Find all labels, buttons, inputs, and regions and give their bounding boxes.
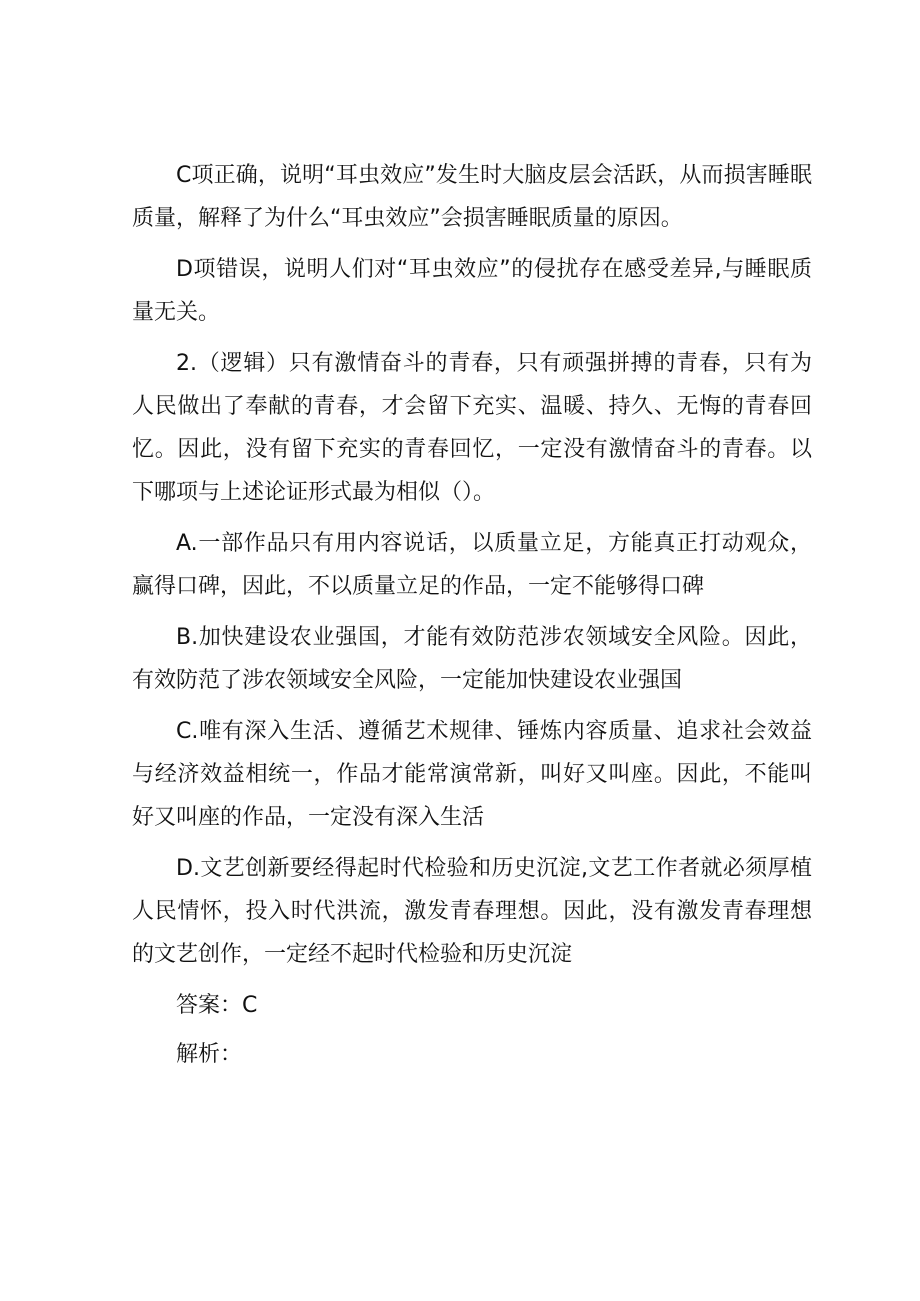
answer-line: 答案：C [176,993,258,1018]
question-2-option-b: B.加快建设农业强国，才能有效防范涉农领域安全风险。因此，有效防范了涉农领域安全风险，一定能加快建设农业强国 [132,625,812,693]
question-2-option-d: D.文艺创新要经得起时代检验和历史沉淀,文艺工作者就必须厚植人民情怀，投入时代洪流，激发青春理想。因此，没有激发青春理想的文艺创作，一定经不起时代检验和历史沉淀 [132,856,812,967]
explanation-option-c: C项正确，说明“耳虫效应”发生时大脑皮层会活跃，从而损害睡眠质量，解释了为什么“耳虫效应”会损害睡眠质量的原因。 [132,163,812,231]
document-page [132,154,812,1082]
explanation-option-d: D项错误，说明人们对“耳虫效应”的侵扰存在感受差异,与睡眠质量无关。 [132,257,812,325]
question-2-option-c: C.唯有深入生活、遵循艺术规律、锤炼内容质量、追求社会效益与经济效益相统一，作品才能常演常新，叫好又叫座。因此，不能叫好又叫座的作品，一定没有深入生活 [132,719,812,830]
question-2-stem: 2.（逻辑）只有激情奋斗的青春，只有顽强拼搏的青春，只有为人民做出了奉献的青春，才会留下充实、温暖、持久、无悔的青春回忆。因此，没有留下充实的青春回忆，一定没有激情奋斗的青春。以下哪项与上述论证形式最为相似（）。 [132,351,812,505]
analysis-label: 解析： [176,1042,243,1067]
question-2-option-a: A.一部作品只有用内容说话，以质量立足，方能真正打动观众，赢得口碑，因此，不以质量立足的作品，一定不能够得口碑 [132,531,812,599]
